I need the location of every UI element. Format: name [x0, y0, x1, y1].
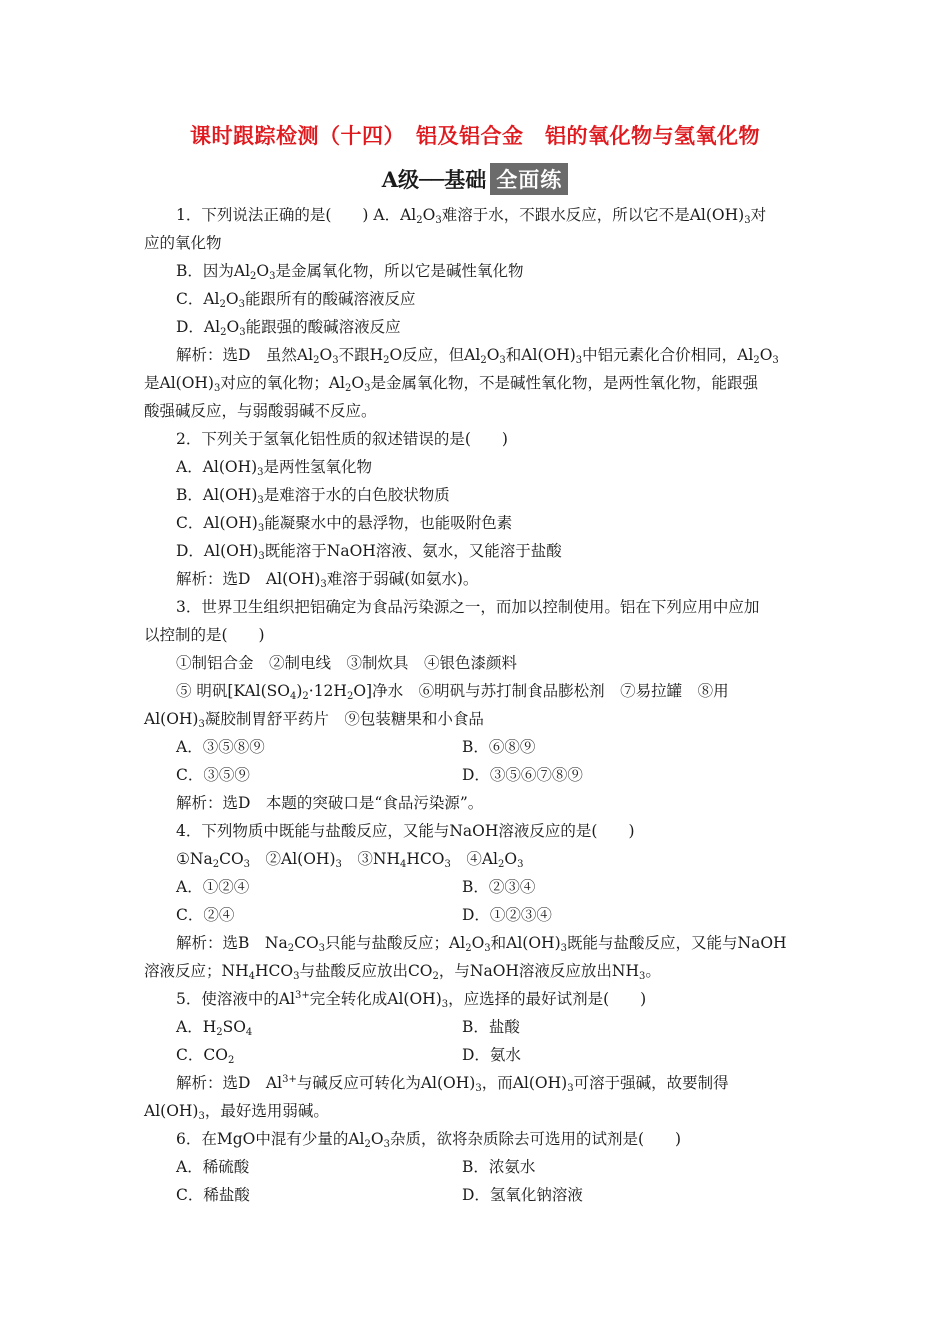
text-line: C．稀盐酸: [176, 1186, 250, 1204]
text-line: A．$Al(OH)_3$是两性氢氧化物: [176, 458, 373, 478]
text-line: 解析：选D 本题的突破口是“食品污染源”。: [176, 794, 484, 812]
text-line: A．①②④: [176, 878, 250, 896]
text-line: C．$Al(OH)_3$能凝聚水中的悬浮物，也能吸附色素: [176, 514, 513, 534]
text-line: A．③⑤⑧⑨: [176, 738, 265, 756]
text-line: 溶液反应；$NH_4HCO_3$与盐酸反应放出$CO_2$，与NaOH溶液反应放出$NH_3$。: [144, 962, 661, 982]
text-line: 解析：选D $Al(OH)_3$难溶于弱碱(如氨水)。: [176, 570, 479, 590]
text-line: C．②④: [176, 906, 235, 924]
text-line: $Al(OH)_3$，最好选用弱碱。: [144, 1102, 329, 1122]
text-line: C．$CO_2$: [176, 1046, 235, 1066]
text-line: 解析：选D $Al^{3+}$与碱反应可转化为$Al(OH)_3$，而$Al(OH)_3$可溶于强碱，故要制得: [176, 1074, 729, 1094]
text-line: B．盐酸: [462, 1018, 520, 1036]
text-line: D．$Al_2O_3$能跟强的酸碱溶液反应: [176, 318, 401, 338]
section-heading: [0, 163, 950, 195]
text-line: B．浓氨水: [462, 1158, 536, 1176]
text-line: C．$Al_2O_3$能跟所有的酸碱溶液反应: [176, 290, 416, 310]
text-line: D．$Al(OH)_3$既能溶于NaOH溶液、氨水，又能溶于盐酸: [176, 542, 562, 562]
text-line: 以控制的是( ): [144, 626, 265, 644]
text-line: 4．下列物质中既能与盐酸反应，又能与NaOH溶液反应的是( ): [176, 822, 635, 840]
text-line: 酸强碱反应，与弱酸弱碱不反应。: [144, 402, 377, 420]
text-line: 解析：选B $Na_2CO_3$只能与盐酸反应；$Al_2O_3$和$Al(OH)_3$既能与盐酸反应，又能与NaOH: [176, 934, 787, 954]
text-line: A．稀硫酸: [176, 1158, 250, 1176]
section-level-label: A级──基础: [381, 167, 487, 192]
text-line: B．$Al(OH)_3$是难溶于水的白色胶状物质: [176, 486, 450, 506]
text-line: D．①②③④: [462, 906, 552, 924]
text-line: 是$Al(OH)_3$对应的氧化物；$Al_2O_3$是金属氧化物，不是碱性氧化物，是两性氧化物，能跟强: [144, 374, 758, 394]
text-line: C．③⑤⑨: [176, 766, 250, 784]
text-line: 2．下列关于氢氧化铝性质的叙述错误的是( ): [176, 430, 508, 448]
page-title: 课时跟踪检测（十四） 铝及铝合金 铝的氧化物与氢氧化物: [190, 124, 760, 148]
text-line: 5．使溶液中的$Al^{3+}$完全转化成$Al(OH)_3$，应选择的最好试剂是( ): [176, 990, 647, 1010]
text-line: $①Na_2CO_3$ $②Al(OH)_3$ $③NH_4HCO_3$ $④Al_2O_3$: [176, 850, 524, 870]
text-line: 6．在MgO中混有少量的$Al_2O_3$杂质，欲将杂质除去可选用的试剂是( ): [176, 1130, 682, 1150]
text-line: B．⑥⑧⑨: [462, 738, 536, 756]
text-line: D．氨水: [462, 1046, 521, 1064]
text-line: B．因为$Al_2O_3$是金属氧化物，所以它是碱性氧化物: [176, 262, 524, 282]
text-line: 应的氧化物: [144, 234, 222, 252]
section-badge: 全面练: [490, 163, 568, 195]
text-line: 解析：选D 虽然$Al_2O_3$不跟$H_2O$反应，但$Al_2O_3$和$Al(OH)_3$中铝元素化合价相同，$Al_2O_3$: [176, 346, 779, 366]
text-line: 3．世界卫生组织把铝确定为食品污染源之一，而加以控制使用。铝在下列应用中应加: [176, 598, 760, 616]
text-line: $Al(OH)_3$凝胶制胃舒平药片 ⑨包装糖果和小食品: [144, 710, 484, 730]
text-line: ①制铝合金 ②制电线 ③制炊具 ④银色漆颜料: [176, 654, 518, 672]
text-line: ⑤ 明矾$[KAl(SO_4)_2\cdot 12H_2O]$净水 ⑥明矾与苏打制食品膨松剂 ⑦易拉罐 ⑧用: [176, 682, 729, 702]
text-line: B．②③④: [462, 878, 536, 896]
text-line: D．氢氧化钠溶液: [462, 1186, 583, 1204]
text-line: 1．下列说法正确的是( ) A．$Al_2O_3$难溶于水，不跟水反应，所以它不是$Al(OH)_3$对: [176, 206, 767, 226]
text-line: A．$H_2SO_4$: [176, 1018, 253, 1038]
text-line: D．③⑤⑥⑦⑧⑨: [462, 766, 583, 784]
